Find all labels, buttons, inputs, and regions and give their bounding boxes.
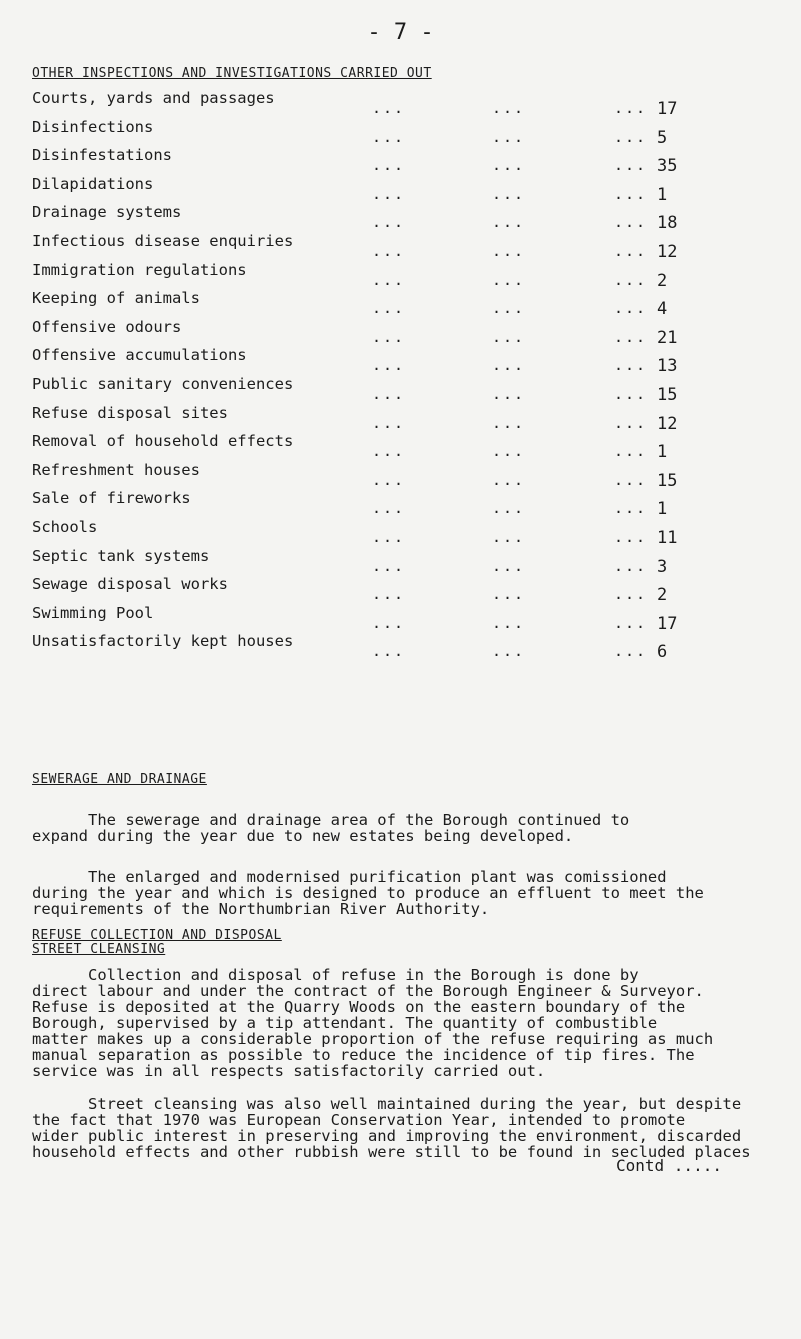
inspection-count: 12 — [657, 241, 678, 262]
leader-dots: ... — [492, 356, 526, 375]
leader-dots: ... — [492, 213, 526, 232]
leader-dots: ... — [614, 642, 648, 661]
street-cleansing-heading: STREET CLEANSING — [32, 942, 166, 957]
leader-dots: ... — [372, 184, 406, 203]
inspection-count: 17 — [657, 613, 678, 634]
leader-dots: ... — [614, 270, 648, 289]
sewerage-paragraph-2: The enlarged and modernised purification plant was comissioned during the year and which is designed to produce an effluent to meet the requirements of the Northumbrian River Authority. — [32, 868, 704, 918]
inspection-count: 11 — [657, 527, 678, 548]
leader-dots: ... — [492, 642, 526, 661]
leader-dots: ... — [372, 470, 406, 489]
inspection-count: 4 — [657, 299, 668, 320]
inspection-count: 5 — [657, 127, 668, 148]
leader-dots: ... — [372, 442, 406, 461]
inspection-row — [32, 118, 752, 147]
inspection-count: 17 — [657, 99, 678, 119]
leader-dots: ... — [372, 384, 406, 403]
leader-dots: ... — [492, 327, 526, 346]
inspection-label: Drainage systems — [32, 203, 182, 222]
leader-dots: ... — [492, 241, 526, 260]
leader-dots: ... — [614, 556, 648, 575]
inspection-count: 1 — [657, 442, 668, 463]
leader-dots: ... — [372, 127, 406, 146]
inspection-row — [32, 346, 752, 375]
leader-dots: ... — [614, 470, 648, 489]
leader-dots: ... — [614, 613, 648, 632]
inspection-row — [32, 289, 752, 318]
inspection-row — [32, 318, 752, 347]
inspection-count: 6 — [657, 642, 668, 663]
inspection-row — [32, 547, 752, 576]
inspection-label: Public sanitary conveniences — [32, 374, 294, 393]
leader-dots: ... — [372, 299, 406, 318]
inspection-label: Keeping of animals — [32, 289, 200, 308]
inspection-count: 3 — [657, 556, 668, 577]
sewerage-paragraph-1: The sewerage and drainage area of the Borough continued to expand during the year due to new estates being developed. — [32, 811, 630, 845]
leader-dots: ... — [372, 642, 406, 661]
inspection-label: Sewage disposal works — [32, 575, 228, 594]
leader-dots: ... — [492, 299, 526, 318]
inspection-row — [32, 175, 752, 204]
inspection-row — [32, 261, 752, 290]
leader-dots: ... — [372, 156, 406, 175]
inspection-label: Courts, yards and passages — [32, 89, 275, 107]
inspection-count: 18 — [657, 213, 678, 234]
leader-dots: ... — [492, 527, 526, 546]
leader-dots: ... — [614, 527, 648, 546]
inspection-label: Dilapidations — [32, 174, 154, 193]
inspection-label: Immigration regulations — [32, 260, 247, 279]
leader-dots: ... — [614, 356, 648, 375]
inspection-row — [32, 461, 752, 490]
leader-dots: ... — [614, 184, 648, 203]
refuse-heading: REFUSE COLLECTION AND DISPOSAL — [32, 928, 282, 943]
inspection-count: 15 — [657, 384, 678, 405]
leader-dots: ... — [614, 99, 648, 117]
leader-dots: ... — [372, 327, 406, 346]
street-cleansing-paragraph: Street cleansing was also well maintained during the year, but despite the fact that 1970 was European Conservation Year, intended to promote wider public interest in preserving and improving the environment, discarded household effects and other rubbish were still to be found in secluded places — [32, 1095, 751, 1161]
inspection-count: 2 — [657, 270, 668, 291]
leader-dots: ... — [492, 613, 526, 632]
inspections-list — [32, 89, 752, 661]
leader-dots: ... — [614, 384, 648, 403]
inspection-label: Infectious disease enquiries — [32, 231, 294, 250]
inspection-label: Removal of household effects — [32, 432, 294, 451]
inspection-row — [32, 518, 752, 547]
inspection-row — [32, 575, 752, 604]
inspection-label: Sale of fireworks — [32, 489, 191, 508]
inspection-count: 2 — [657, 585, 668, 606]
inspection-row — [32, 89, 752, 118]
inspection-label: Refuse disposal sites — [32, 403, 228, 422]
inspection-row — [32, 375, 752, 404]
leader-dots: ... — [372, 270, 406, 289]
inspection-label: Offensive odours — [32, 317, 182, 336]
leader-dots: ... — [614, 585, 648, 604]
inspection-label: Swimming Pool — [32, 603, 154, 622]
inspection-count: 21 — [657, 327, 678, 348]
leader-dots: ... — [492, 585, 526, 604]
leader-dots: ... — [492, 127, 526, 146]
inspection-count: 1 — [657, 184, 668, 205]
leader-dots: ... — [614, 241, 648, 260]
inspection-label: Disinfestations — [32, 146, 172, 165]
leader-dots: ... — [372, 585, 406, 604]
leader-dots: ... — [492, 556, 526, 575]
leader-dots: ... — [614, 299, 648, 318]
inspection-label: Unsatisfactorily kept houses — [32, 632, 294, 651]
leader-dots: ... — [372, 613, 406, 632]
leader-dots: ... — [614, 213, 648, 232]
inspection-row — [32, 232, 752, 261]
leader-dots: ... — [372, 527, 406, 546]
leader-dots: ... — [492, 99, 526, 117]
leader-dots: ... — [492, 184, 526, 203]
inspection-count: 13 — [657, 356, 678, 377]
leader-dots: ... — [614, 156, 648, 175]
leader-dots: ... — [372, 499, 406, 518]
leader-dots: ... — [614, 413, 648, 432]
continued-note: Contd ..... — [616, 1156, 722, 1175]
inspections-heading: OTHER INSPECTIONS AND INVESTIGATIONS CARRIED OUT — [32, 66, 432, 81]
leader-dots: ... — [492, 384, 526, 403]
leader-dots: ... — [492, 499, 526, 518]
leader-dots: ... — [614, 442, 648, 461]
leader-dots: ... — [614, 127, 648, 146]
leader-dots: ... — [492, 413, 526, 432]
leader-dots: ... — [372, 356, 406, 375]
inspection-row — [32, 146, 752, 175]
inspection-count: 15 — [657, 470, 678, 491]
leader-dots: ... — [492, 470, 526, 489]
leader-dots: ... — [492, 270, 526, 289]
leader-dots: ... — [492, 442, 526, 461]
inspection-row — [32, 432, 752, 461]
page-number: - 7 - — [367, 20, 434, 45]
refuse-paragraph: Collection and disposal of refuse in the Borough is done by direct labour and under the contract of the Borough Engineer & Surveyor. Refuse is deposited at the Quarry Woods on the eastern boundary of the Borough, supervised by a tip attendant. The quantity of combustible matter makes up a considerable proportion of the refuse requiring as much manual separation as possible to reduce the incidence of tip fires. The service was in all respects satisfactorily carried out. — [32, 966, 714, 1080]
inspection-row — [32, 632, 752, 661]
inspection-row — [32, 203, 752, 232]
inspection-label: Disinfections — [32, 117, 154, 136]
inspection-label: Septic tank systems — [32, 546, 210, 565]
inspection-count: 1 — [657, 499, 668, 520]
leader-dots: ... — [372, 556, 406, 575]
inspection-label: Offensive accumulations — [32, 346, 247, 365]
inspection-label: Schools — [32, 517, 98, 536]
leader-dots: ... — [372, 241, 406, 260]
inspection-count: 35 — [657, 156, 678, 177]
leader-dots: ... — [372, 99, 406, 117]
leader-dots: ... — [372, 413, 406, 432]
leader-dots: ... — [614, 327, 648, 346]
leader-dots: ... — [614, 499, 648, 518]
leader-dots: ... — [372, 213, 406, 232]
inspection-count: 12 — [657, 413, 678, 434]
inspection-row — [32, 604, 752, 633]
inspection-row — [32, 489, 752, 518]
leader-dots: ... — [492, 156, 526, 175]
inspection-label: Refreshment houses — [32, 460, 200, 479]
sewerage-heading: SEWERAGE AND DRAINAGE — [32, 772, 207, 787]
inspection-row — [32, 404, 752, 433]
